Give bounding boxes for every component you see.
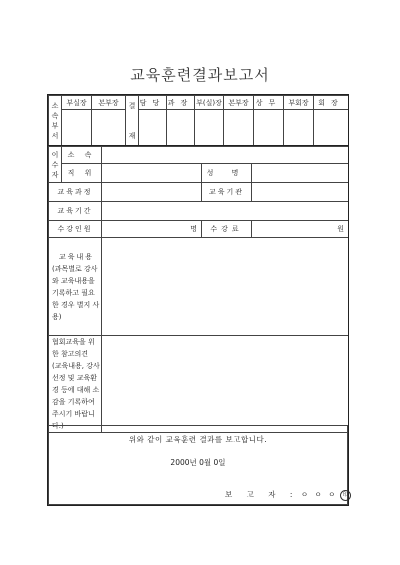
col-division-head: 본부장	[224, 96, 254, 110]
report-form-table	[48, 146, 349, 433]
period-field[interactable]	[102, 202, 349, 221]
trainee-side-label	[49, 147, 62, 183]
col-dept-head: 부(실)장	[195, 96, 224, 110]
content-note: (과목별로 강사와 교육내용을 기록하고 필요한 경우 별지 사용)	[52, 264, 100, 321]
document-title: 교육훈련결과보고서	[130, 66, 270, 84]
content-label: 교육내용	[58, 252, 95, 261]
sign-box[interactable]	[314, 110, 349, 146]
col-manager: 과장	[167, 96, 195, 110]
course-field[interactable]	[102, 183, 202, 202]
sign-box[interactable]	[254, 110, 284, 146]
affiliation-field[interactable]	[102, 147, 349, 164]
content-label-cell	[49, 238, 102, 336]
sign-box[interactable]	[224, 110, 254, 146]
opinion-label-cell	[49, 336, 102, 433]
trainee-side-1: 이	[51, 150, 59, 159]
fee-label: 수강료	[202, 221, 252, 238]
sign-box[interactable]	[92, 110, 126, 146]
approval-label-top: 결	[128, 101, 136, 110]
col-director: 상무	[254, 96, 284, 110]
content-field[interactable]	[102, 238, 349, 336]
fee-unit: 원	[337, 225, 345, 233]
attendees-unit: 명	[190, 225, 197, 233]
approval-label-bottom: 재	[128, 131, 136, 140]
institution-label: 교육기관	[202, 183, 252, 202]
dept-label: 소속부서	[49, 96, 62, 146]
opinion-label: 협회교육을 위한 참고의견	[52, 338, 95, 358]
name-label: 성 명	[202, 164, 252, 183]
period-label: 교육기간	[49, 202, 102, 221]
institution-field[interactable]	[252, 183, 349, 202]
name-field[interactable]	[252, 164, 349, 183]
sign-box[interactable]	[62, 110, 92, 146]
trainee-side-2: 수	[51, 160, 59, 169]
sign-box[interactable]	[195, 110, 224, 146]
affiliation-label: 소 속	[62, 147, 102, 164]
opinion-field[interactable]	[102, 336, 349, 433]
attendees-field[interactable]	[102, 221, 202, 238]
report-date: 2000년 0월 0일	[170, 458, 226, 467]
trainee-side-3: 자	[51, 170, 59, 179]
fee-field[interactable]	[252, 221, 349, 238]
dept-col-head: 본부장	[92, 96, 126, 110]
reporter-line	[225, 489, 351, 501]
footer-box	[48, 425, 348, 505]
seal-icon: 印	[340, 490, 351, 501]
position-label: 직 위	[62, 164, 102, 183]
course-label: 교육과정	[49, 183, 102, 202]
sign-box[interactable]	[284, 110, 314, 146]
sign-box[interactable]	[139, 110, 167, 146]
position-field[interactable]	[102, 164, 202, 183]
attendees-label: 수강인원	[49, 221, 102, 238]
report-statement: 위와 같이 교육훈련 결과를 보고합니다.	[128, 435, 268, 444]
reporter-label: 보 고 자 :	[225, 490, 299, 499]
col-chair: 회장	[314, 96, 349, 110]
col-vice-chair: 부회장	[284, 96, 314, 110]
approval-table	[48, 95, 349, 146]
approval-label	[126, 96, 139, 146]
reporter-name[interactable]: ㅇ ㅇ ㅇ	[300, 490, 338, 499]
col-staff: 담당	[139, 96, 167, 110]
sign-box[interactable]	[167, 110, 195, 146]
opinion-note: (교육내용, 강사선정 및 교육환경 등에 대해 소감을 기록하여 주시기 바랍니다.)	[52, 362, 100, 430]
dept-col-deputy: 부실장	[62, 96, 92, 110]
